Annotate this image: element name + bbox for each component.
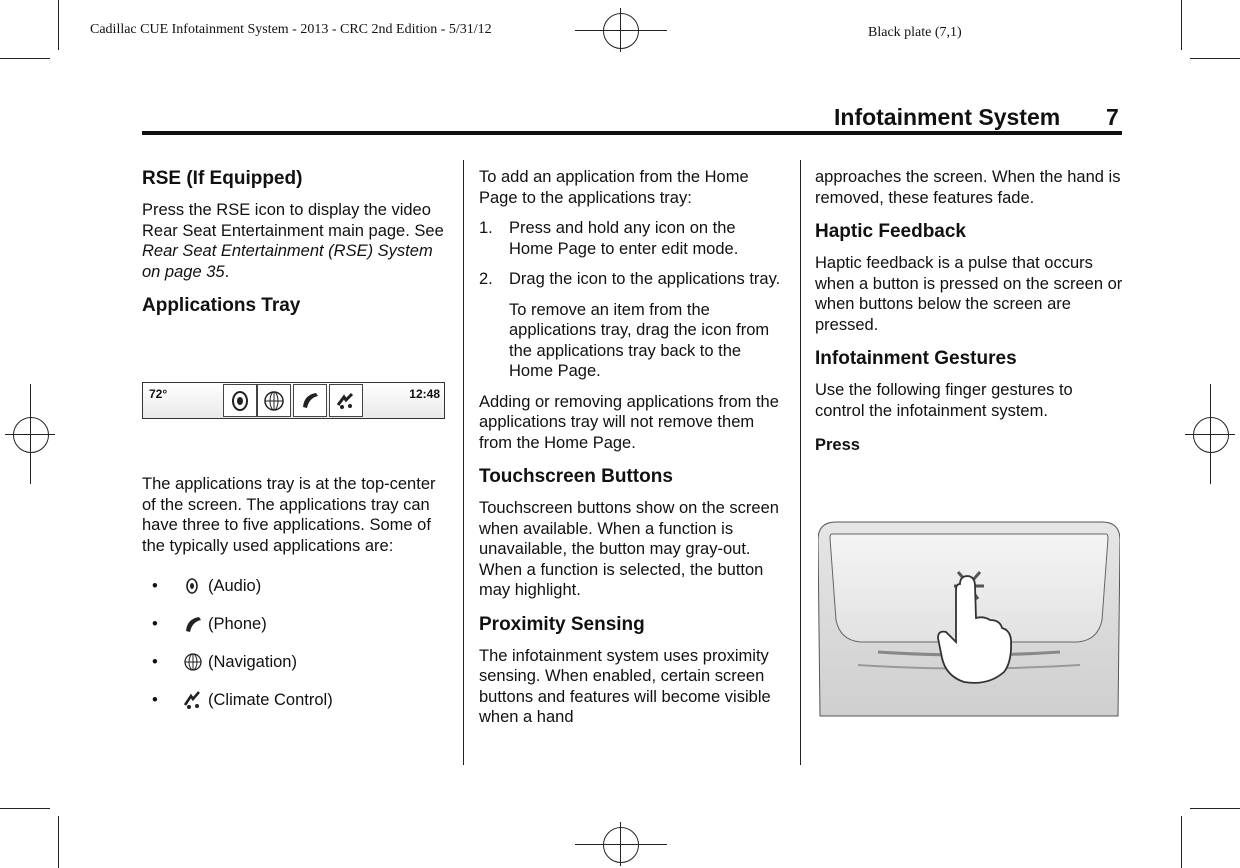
bullet-dot: • <box>152 652 158 671</box>
crop-mark <box>58 816 59 868</box>
column-1 <box>142 167 452 327</box>
registration-mark-bottom <box>603 827 639 863</box>
audio-icon <box>224 385 256 416</box>
rse-paragraph <box>142 200 452 282</box>
slug-left: Cadillac CUE Infotainment System - 2013 - CRC 2nd Edition - 5/31/12 <box>90 22 492 37</box>
bullet-label: (Navigation) <box>208 652 297 671</box>
crop-mark <box>1190 58 1240 59</box>
step-number: 1. <box>479 219 493 237</box>
tray-audio-button[interactable] <box>223 384 257 417</box>
tray-time: 12:48 <box>409 387 440 401</box>
phone-icon <box>294 385 326 416</box>
navigation-icon <box>258 385 290 416</box>
rse-reference-link[interactable]: Rear Seat Entertainment (RSE) System on page 35 <box>142 242 433 281</box>
tray-paragraph: The applications tray is at the top-center of the screen. The applications tray can have three to five applications. Some of the typically used applications are: <box>142 475 436 555</box>
crop-mark <box>0 808 50 809</box>
section-title: Infotainment System <box>834 104 1061 130</box>
heading-rse: RSE (If Equipped) <box>142 168 303 189</box>
applications-tray-illustration <box>142 382 445 419</box>
rse-text: Press the RSE icon to display the video Rear Seat Entertainment main page. See <box>142 201 444 240</box>
registration-line <box>575 844 667 845</box>
audio-icon <box>182 576 204 596</box>
tray-temperature: 72° <box>149 387 168 401</box>
registration-mark-left <box>13 417 49 453</box>
press-label: Press <box>815 436 860 454</box>
press-gesture-illustration <box>818 520 1120 718</box>
crop-mark <box>58 0 59 50</box>
bullet-label: (Phone) <box>208 614 267 633</box>
column-2 <box>479 167 784 738</box>
crop-mark <box>1190 808 1240 809</box>
heading-applications-tray: Applications Tray <box>142 295 301 316</box>
tray-phone-button[interactable] <box>293 384 327 417</box>
bullet-label: (Audio) <box>208 576 262 595</box>
remove-paragraph: To remove an item from the applications tray, drag the icon from the applications tray back to the Home Page. <box>509 300 770 380</box>
prox-paragraph: The infotainment system uses proximity sensing. When enabled, certain screen buttons and features will become visible when a hand <box>479 646 771 726</box>
prox-continued-paragraph: approaches the screen. When the hand is removed, these features fade. <box>815 168 1121 207</box>
list-item <box>152 576 452 596</box>
column-1-lower <box>142 474 452 728</box>
registration-line <box>1210 384 1211 484</box>
registration-mark-right <box>1193 417 1229 453</box>
list-item <box>152 652 452 672</box>
phone-icon <box>182 614 204 634</box>
crop-mark <box>1181 0 1182 50</box>
bullet-dot: • <box>152 614 158 633</box>
intro-paragraph: To add an application from the Home Page to the applications tray: <box>479 168 749 207</box>
bullet-dot: • <box>152 690 158 709</box>
page-number: 7 <box>1106 104 1119 130</box>
registration-line <box>575 30 667 31</box>
haptic-paragraph: Haptic feedback is a pulse that occurs when a button is pressed on the screen or when buttons below the screen are pressed. <box>815 254 1123 334</box>
heading-haptic-feedback: Haptic Feedback <box>815 221 966 242</box>
column-divider <box>463 160 464 765</box>
step-text: Drag the icon to the applications tray. <box>509 270 781 288</box>
slug-right: Black plate (7,1) <box>868 25 962 40</box>
heading-proximity-sensing: Proximity Sensing <box>479 613 645 635</box>
rse-end: . <box>224 262 230 281</box>
column-3 <box>815 167 1123 456</box>
bullet-dot: • <box>152 576 158 595</box>
step-text: Press and hold any icon on the Home Page to enter edit mode. <box>509 219 739 258</box>
registration-line <box>620 822 621 866</box>
registration-line <box>620 8 621 52</box>
tray-navigation-button[interactable] <box>257 384 291 417</box>
gestures-paragraph: Use the following finger gestures to control the infotainment system. <box>815 381 1073 420</box>
crop-mark <box>0 58 50 59</box>
touch-paragraph: Touchscreen buttons show on the screen when available. When a function is unavailable, the button may gray-out. When a function is selected, the button may highlight. <box>479 499 779 599</box>
heading-touchscreen-buttons: Touchscreen Buttons <box>479 466 673 487</box>
bullet-label: (Climate Control) <box>208 690 333 709</box>
registration-line <box>30 384 31 484</box>
header-rule <box>142 131 1122 135</box>
list-item <box>152 690 452 710</box>
adding-paragraph: Adding or removing applications from the applications tray will not remove them from the Home Page. <box>479 392 779 452</box>
heading-infotainment-gestures: Infotainment Gestures <box>815 348 1017 369</box>
registration-mark-top <box>603 13 639 49</box>
list-item <box>479 218 784 259</box>
climate-icon <box>330 385 362 416</box>
crop-mark <box>1181 816 1182 868</box>
navigation-icon <box>182 652 204 672</box>
list-item <box>152 614 452 634</box>
column-divider <box>800 160 801 765</box>
tray-climate-button[interactable] <box>329 384 363 417</box>
step-number: 2. <box>479 270 493 288</box>
list-item <box>479 269 784 290</box>
climate-icon <box>182 690 204 710</box>
